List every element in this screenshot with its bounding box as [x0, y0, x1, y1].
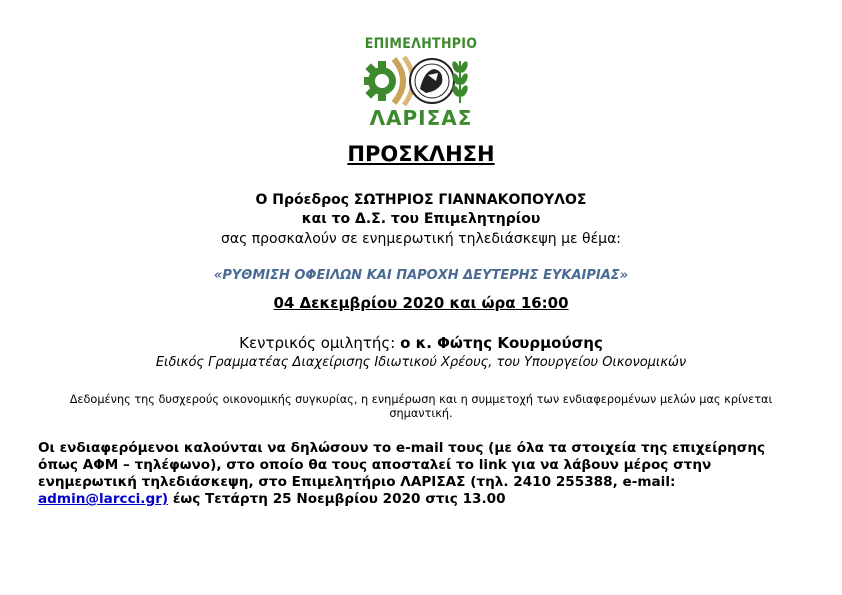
- logo-bottom-text: ΛΑΡΙΣΑΣ: [369, 106, 473, 130]
- logo-top-text: ΕΠΙΜΕΛΗΤΗΡΙΟ: [364, 36, 478, 52]
- registration-text: Οι ενδιαφερόμενοι καλούνται να δηλώσουν το e-mail τους (με όλα τα στοιχεία της επιχείρησης όπως ΑΦΜ – τηλέφωνο), στο οποίο θα τους αποσταλεί το link για να λάβουν μέρος στην ενημερωτική τηλεδιάσκεψη, στο Επιμελητήριο ΛΑΡΙΣΑΣ (τηλ. 2410 255388, e-mail:: [38, 440, 766, 490]
- board-line: και το Δ.Σ. του Επιμελητηρίου: [301, 211, 541, 227]
- email-link[interactable]: admin@larcci.gr): [38, 491, 169, 507]
- page-title: ΠΡΟΣΚΛΗΣΗ: [347, 142, 495, 166]
- invitation-line: σας προσκαλούν σε ενημερωτική τηλεδιάσκεψη με θέμα:: [220, 231, 622, 247]
- logo-emblem-icon: [364, 53, 478, 109]
- speaker-role: Ειδικός Γραμματέας Διαχείρισης Ιδιωτικού Χρέους, του Υπουργείου Οικονομικών: [155, 355, 687, 370]
- event-date: 04 Δεκεμβρίου 2020 και ώρα 16:00: [273, 294, 569, 312]
- speaker-label: Κεντρικός ομιλητής:: [239, 334, 396, 352]
- speaker-line: [0, 334, 842, 352]
- speaker-name: ο κ. Φώτης Κουρμούσης: [400, 334, 603, 352]
- registration-paragraph: [38, 440, 798, 508]
- topic-title: «ΡΥΘΜΙΣΗ ΟΦΕΙΛΩΝ ΚΑΙ ΠΑΡΟΧΗ ΔΕΥΤΕΡΗΣ ΕΥΚΑΙΡΙΑΣ»: [213, 268, 629, 283]
- registration-deadline: έως Τετάρτη 25 Νοεμβρίου 2020 στις 13.00: [172, 491, 506, 507]
- notice-paragraph: Δεδομένης της δυσχερούς οικονομικής συγκυρίας, η ενημέρωση και η συμμετοχή των ενδιαφερομένων μελών μας κρίνεται σημαντική.: [69, 393, 773, 420]
- president-line: Ο Πρόεδρος ΣΩΤΗΡΙΟΣ ΓΙΑΝΝΑΚΟΠΟΥΛΟΣ: [255, 192, 587, 208]
- chamber-logo: [358, 36, 484, 128]
